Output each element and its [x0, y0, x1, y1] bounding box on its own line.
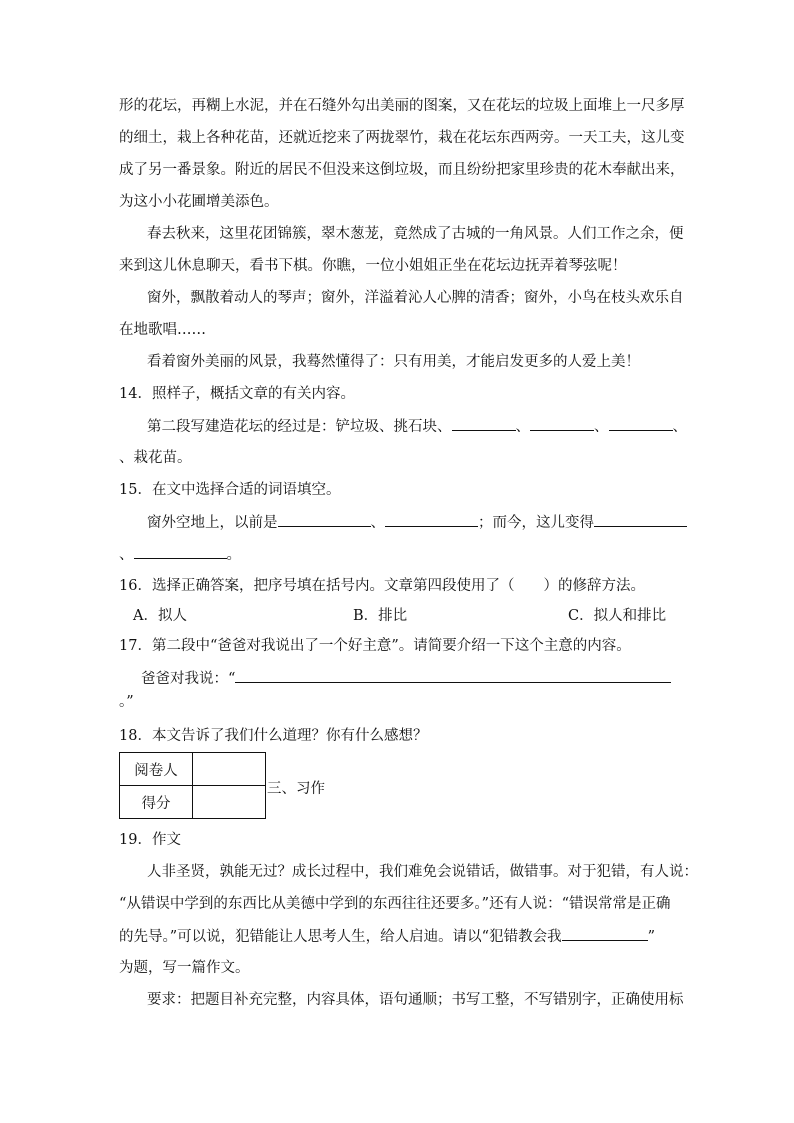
question-16-stem: 16．选择正确答案，把序号填在括号内。文章第四段使用了（ ）的修辞方法。 [119, 578, 645, 594]
question-15-answer-line [147, 512, 687, 532]
option-a[interactable]: A．拟人 [133, 608, 187, 624]
closing-quote: ” [647, 929, 655, 945]
prompt-line: “从错误中学到的东西比从美德中学到的东西往往还要多。”还有人说：“错误常常是正确 [119, 896, 671, 912]
answer-blank[interactable] [134, 544, 227, 559]
question-17-answer-line [141, 668, 671, 688]
passage-line: 春去秋来，这里花团锦簇，翠木葱茏，竟然成了古城的一角风景。人们工作之余，便 [147, 226, 684, 242]
score-cell[interactable] [193, 786, 266, 819]
question-15-prefix: 窗外空地上，以前是 [147, 515, 278, 531]
separator: 、 [370, 515, 385, 531]
question-15-mid: ；而今，这儿变得 [478, 515, 594, 531]
passage-line: 成了另一番景象。附近的居民不但没来这倒垃圾，而且纷纷把家里珍贵的花木奉献出来， [119, 162, 685, 178]
question-18-stem: 18．本文告诉了我们什么道理？你有什么感想？ [119, 728, 428, 744]
passage-line: 在地歌唱…… [119, 322, 206, 338]
separator: 、 [594, 419, 609, 435]
section-heading: 三、习作 [267, 781, 325, 797]
passage-line: 的细土，栽上各种花苗，还就近挖来了两拢翠竹，栽在花坛东西两旁。一天工夫，这儿变 [119, 130, 685, 146]
title-blank[interactable] [562, 926, 648, 941]
answer-blank[interactable] [530, 416, 594, 431]
question-19-stem: 19．作文 [119, 832, 181, 848]
passage-line: 看着窗外美丽的风景，我蓦然懂得了：只有用美，才能启发更多的人爱上美！ [147, 354, 640, 370]
question-15-continuation [119, 544, 241, 564]
option-b[interactable]: B．排比 [353, 608, 408, 624]
answer-blank[interactable] [278, 512, 371, 527]
prompt-text: 的先导。”可以说，犯错能让人思考人生，给人启迪。请以“犯错教会我 [119, 929, 562, 945]
separator: 、 [515, 419, 530, 435]
question-17-stem: 17．第二段中“爸爸对我说出了一个好主意”。请简要介绍一下这个主意的内容。 [119, 638, 631, 654]
period: 。 [226, 547, 241, 563]
reviewer-cell[interactable] [193, 753, 266, 786]
reviewer-label: 阅卷人 [120, 753, 193, 786]
question-14-answer-line [147, 416, 687, 436]
answer-blank[interactable] [609, 416, 673, 431]
passage-line: 窗外，飘散着动人的琴声；窗外，洋溢着沁人心脾的清香；窗外，小鸟在枝头欢乐自 [147, 290, 684, 306]
passage-line: 形的花坛，再糊上水泥，并在石缝外勾出美丽的图案，又在花坛的垃圾上面堆上一尺多厚 [119, 98, 685, 114]
prompt-line: 为题，写一篇作文。 [119, 960, 250, 976]
question-15-stem: 15．在文中选择合适的词语填空。 [119, 482, 341, 498]
separator: 、 [672, 419, 687, 435]
answer-blank[interactable] [235, 668, 671, 683]
answer-blank[interactable] [385, 512, 478, 527]
question-14-stem: 14．照样子，概括文章的有关内容。 [119, 386, 355, 402]
score-label: 得分 [120, 786, 193, 819]
option-c[interactable]: C．拟人和排比 [568, 608, 667, 624]
question-14-continuation: 、栽花苗。 [119, 450, 192, 466]
requirement-line: 要求：把题目补充完整，内容具体，语句通顺；书写工整，不写错别字，正确使用标 [147, 992, 684, 1008]
answer-blank[interactable] [452, 416, 516, 431]
question-17-prefix: 爸爸对我说：“ [141, 671, 236, 687]
passage-line: 来到这儿休息聊天，看书下棋。你瞧，一位小姐姐正坐在花坛边抚弄着琴弦呢！ [119, 258, 627, 274]
prompt-line [119, 926, 655, 946]
passage-line: 为这小小花圃增美添色。 [119, 194, 279, 210]
question-14-prefix: 第二段写建造花坛的经过是：铲垃圾、挑石块、 [147, 419, 452, 435]
prompt-line: 人非圣贤，孰能无过？成长过程中，我们难免会说错话，做错事。对于犯错，有人说： [147, 864, 698, 880]
separator: 、 [119, 547, 134, 563]
score-table [119, 752, 266, 819]
question-17-end: 。” [119, 694, 134, 710]
answer-blank[interactable] [594, 512, 687, 527]
